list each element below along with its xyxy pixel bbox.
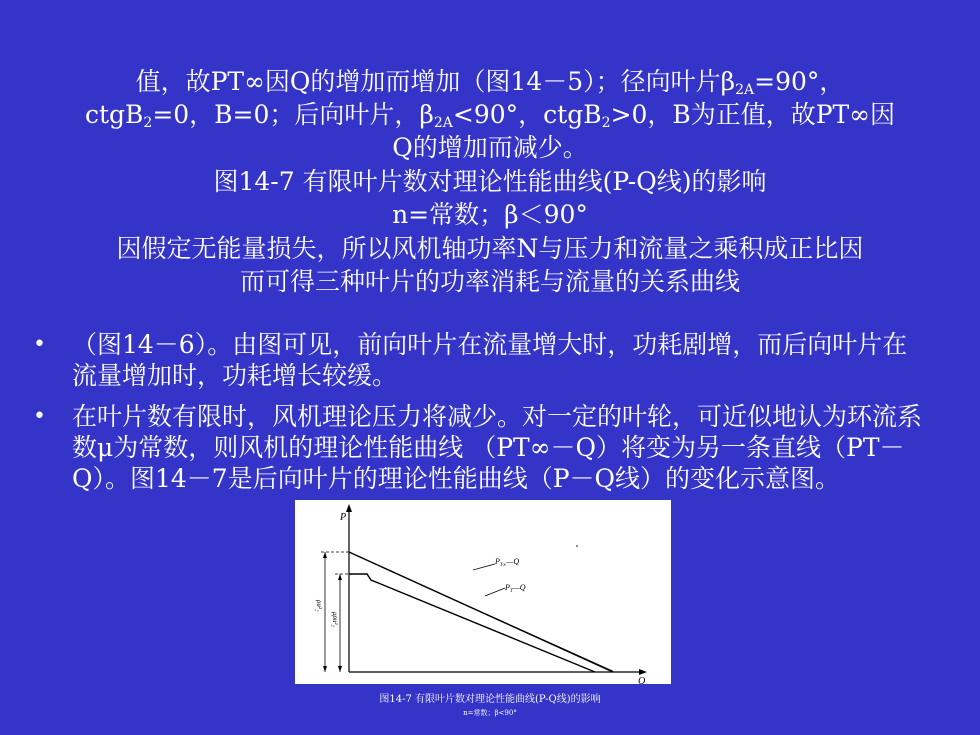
header-line-2: ctgB$_2$=0，B=0；后向叶片，$\beta_{2A}<90^\circ$，ctgB$_2$>0，B为正值，故PT∞因 — [84, 100, 896, 131]
dim-arrow-outer-top — [323, 552, 327, 558]
x-axis-label: Q — [638, 676, 646, 684]
dim-arrow-outer-bottom — [323, 666, 327, 672]
y-axis-label: P — [340, 512, 347, 523]
bullet-text-1: （图14－6）。由图可见，前向叶片在流量增大时，功耗剧增，而后向叶片在流量增加时，功耗增长较缓。 — [72, 330, 908, 390]
left-label-2: μρu²₂ — [331, 612, 339, 627]
header-line-6: 因假定无能量损失，所以风机轴功率N与压力和流量之乘积成正比因 — [116, 234, 864, 263]
dim-arrow-inner-bottom — [338, 666, 342, 672]
figure-caption: 图14-7 有限叶片数对理论性能曲线(P-Q线)的影响 — [379, 694, 601, 705]
figure-title: 图14-7 有限叶片数对理论性能曲线(P-Q线)的影响 — [213, 167, 767, 196]
dim-arrow-inner-top — [338, 574, 342, 580]
pt-inf-q-line-shadow — [355, 555, 613, 671]
speck — [576, 545, 578, 547]
bullet-text-2: 在叶片数有限时，风机理论压力将减少。对一定的叶轮，可近似地认为环流系数μ为常数，则风机的理论性能曲线 （PT∞－Q）将变为另一条直线（PT－Q）。图14－7是后向叶片的理论性能曲线（P－Q线）的变化示意图。 — [72, 402, 923, 493]
y-axis-arrow — [346, 504, 352, 512]
bullet-marker: • — [33, 332, 46, 357]
leader-inf — [473, 564, 495, 570]
pq-diagram — [295, 500, 671, 684]
pt-q-curve — [349, 574, 595, 672]
label-pt-inf-q: $P_{T\infty}—Q$ — [495, 557, 520, 568]
pq-diagram-svg — [295, 500, 671, 684]
left-label-1: ρu²₂ — [315, 600, 323, 612]
header-line-1: 值，故PT∞因Q的增加而增加（图14－5）；径向叶片$\beta_{2A}=90^\circ$， — [135, 67, 845, 98]
header-line-3: Q的增加而减少。 — [392, 133, 588, 162]
x-axis-arrow — [639, 669, 647, 675]
leader-fin — [485, 588, 505, 596]
label-pt-q: $P_T—Q$ — [505, 583, 526, 594]
figure-caption-condition: n=常数；β<90° — [463, 709, 517, 717]
header-line-7: 而可得三种叶片的功率消耗与流量的关系曲线 — [239, 267, 740, 296]
bullet-marker: • — [33, 404, 46, 429]
figure-condition: n=常数；β＜90° — [392, 200, 588, 229]
